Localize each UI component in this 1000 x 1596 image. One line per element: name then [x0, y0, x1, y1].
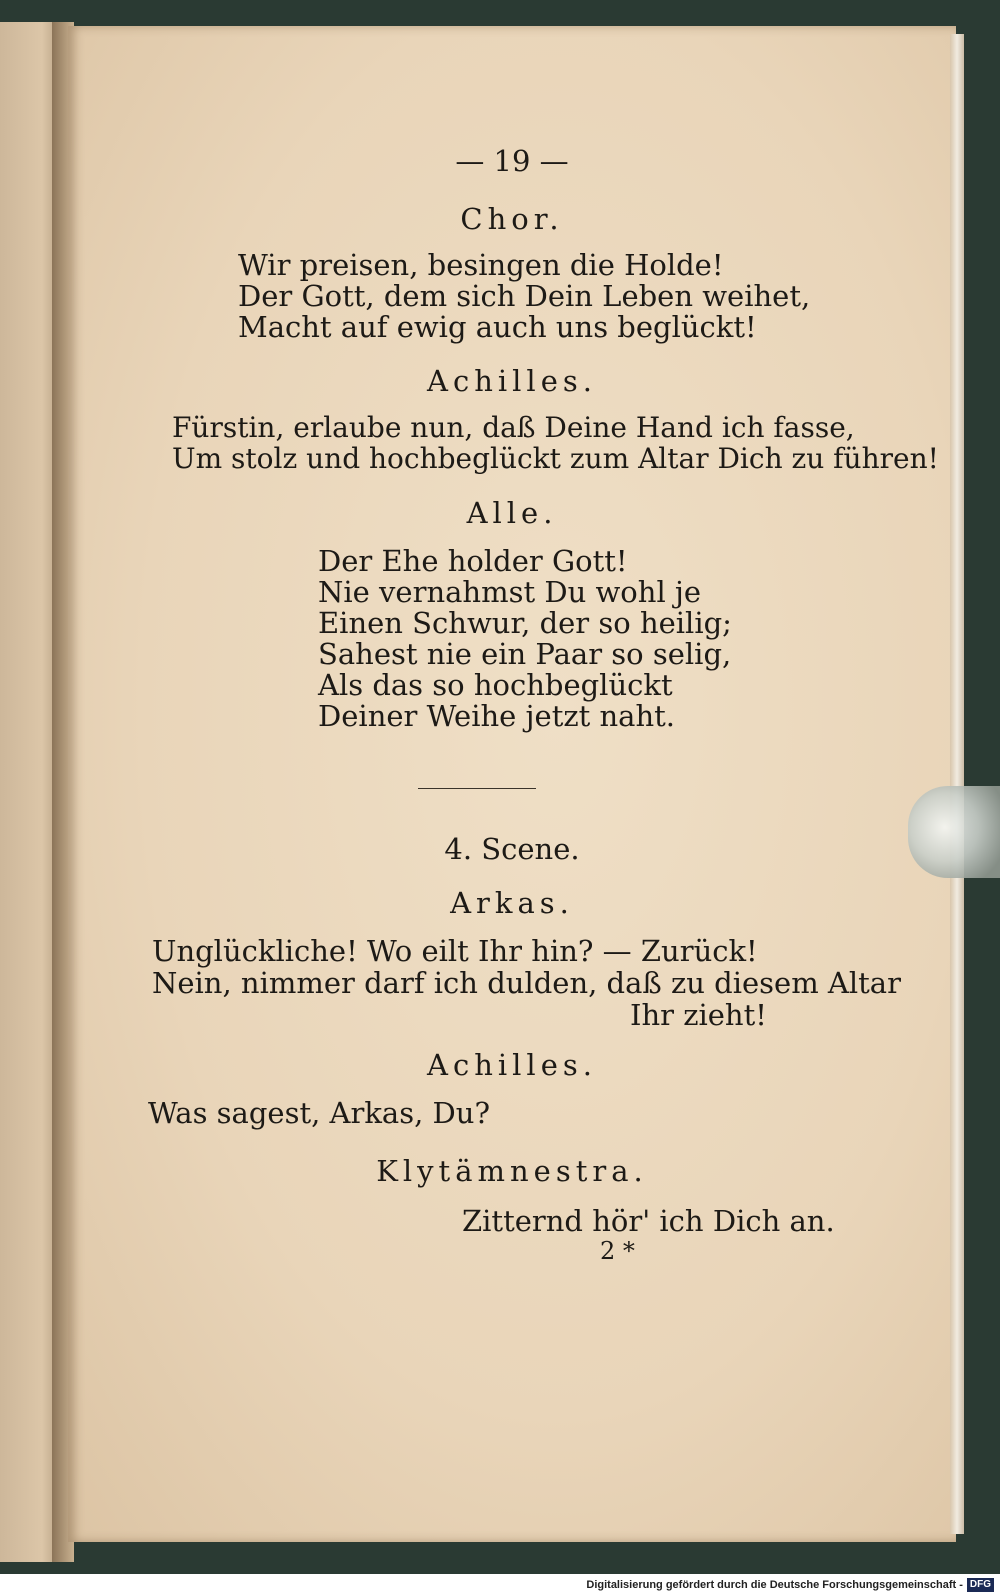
verse-line: Deiner Weihe jetzt naht.	[318, 699, 676, 733]
verse-line: Sahest nie ein Paar so selig,	[318, 637, 732, 671]
verse-line: Als das so hochbeglückt	[318, 668, 673, 702]
dfg-logo: DFG	[967, 1578, 994, 1592]
verse-line: Wir preisen, besingen die Holde!	[238, 248, 724, 282]
scene-title: 4. Scene.	[444, 832, 580, 866]
verse-line: Nein, nimmer darf ich dulden, daß zu diesem Altar	[152, 966, 901, 1000]
verse-line: Zitternd hör' ich Dich an.	[462, 1204, 835, 1238]
speaker-achilles: Achilles.	[427, 364, 597, 398]
signature-mark: 2 *	[600, 1237, 635, 1265]
digitization-footer	[0, 1574, 1000, 1596]
page-number: — 19 —	[455, 144, 569, 178]
verse-line: Der Gott, dem sich Dein Leben weihet,	[238, 279, 811, 313]
section-divider	[418, 788, 536, 789]
verse-line: Nie vernahmst Du wohl je	[318, 575, 702, 609]
verse-line: Was sagest, Arkas, Du?	[148, 1096, 491, 1130]
page-stack-edge	[950, 34, 964, 1534]
speaker-klytaemnestra: Klytämnestra.	[376, 1154, 648, 1188]
footer-text: Digitalisierung gefördert durch die Deutsche Forschungsgemeinschaft -	[586, 1579, 963, 1591]
speaker-achilles: Achilles.	[427, 1048, 597, 1082]
verse-line: Der Ehe holder Gott!	[318, 544, 628, 578]
verse-line: Fürstin, erlaube nun, daß Deine Hand ich fasse,	[172, 411, 855, 444]
verse-line: Macht auf ewig auch uns beglückt!	[238, 310, 757, 344]
speaker-arkas: Arkas.	[450, 886, 574, 920]
speaker-alle: Alle.	[466, 496, 558, 530]
verse-line: Um stolz und hochbeglückt zum Altar Dich zu führen!	[172, 442, 939, 475]
verse-line: Unglückliche! Wo eilt Ihr hin? — Zurück!	[152, 934, 758, 968]
verse-line: Einen Schwur, der so heilig;	[318, 606, 732, 640]
speaker-chor: Chor.	[460, 202, 564, 236]
verse-line: Ihr zieht!	[630, 998, 767, 1032]
